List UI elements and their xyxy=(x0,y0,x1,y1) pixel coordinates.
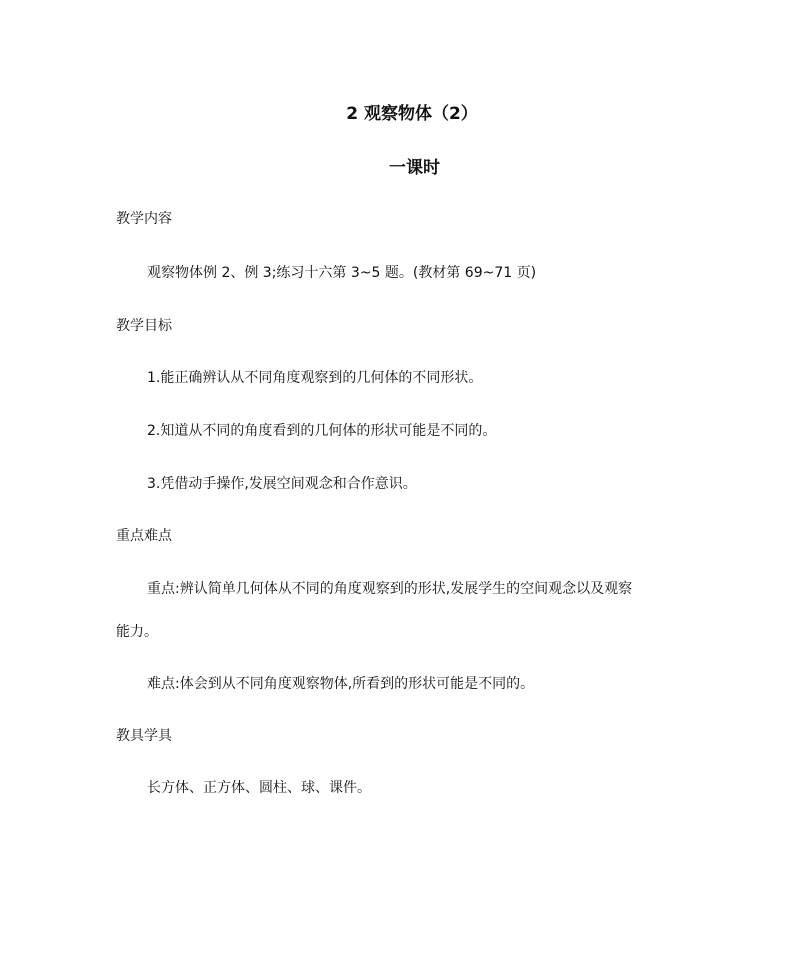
goal-item: 3.凭借动手操作,发展空间观念和合作意识。 xyxy=(147,476,417,492)
difficult-point-text: 难点:体会到从不同角度观察物体,所看到的形状可能是不同的。 xyxy=(147,676,535,692)
goal-item: 2.知道从不同的角度看到的几何体的形状可能是不同的。 xyxy=(147,423,497,439)
goal-item: 1.能正确辨认从不同角度观察到的几何体的不同形状。 xyxy=(147,370,483,386)
key-point-text-continued: 能力。 xyxy=(116,624,158,640)
document-subtitle: 一课时 xyxy=(389,158,440,178)
section-heading-key-points: 重点难点 xyxy=(116,528,172,544)
document-title: 2 观察物体（2） xyxy=(346,104,478,124)
content-text: 观察物体例 2、例 3;练习十六第 3~5 题。(教材第 69~71 页) xyxy=(147,265,537,281)
section-heading-tools: 教具学具 xyxy=(116,728,172,744)
section-heading-content: 教学内容 xyxy=(116,211,172,227)
tools-text: 长方体、正方体、圆柱、球、课件。 xyxy=(147,780,371,796)
section-heading-goals: 教学目标 xyxy=(116,318,172,334)
key-point-text: 重点:辨认简单几何体从不同的角度观察到的形状,发展学生的空间观念以及观察 xyxy=(147,581,633,597)
